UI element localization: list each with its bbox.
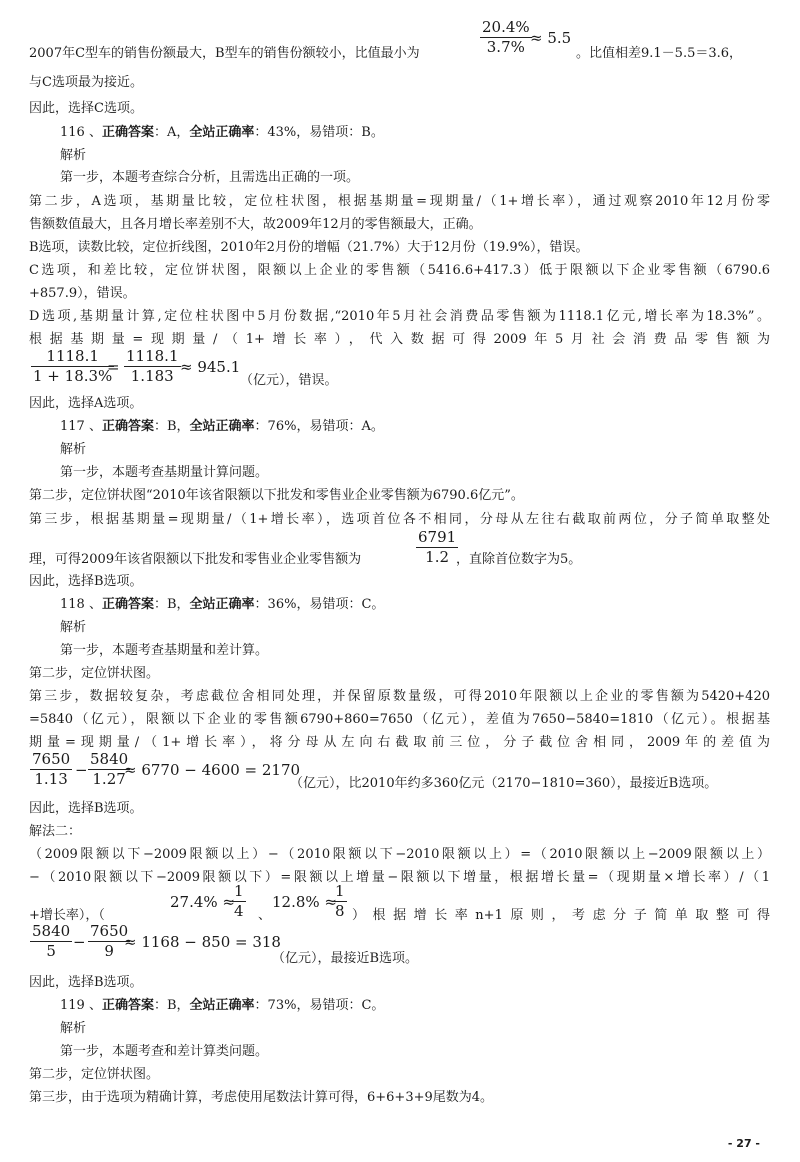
text-line: 售额数值最大，且各月增长率差别不大，故2009年12月的零售额最大，正确。	[29, 217, 482, 232]
math-expression: =	[107, 358, 120, 376]
text-line: 第一步，本题考查综合分析，且需选出正确的一项。	[60, 170, 360, 185]
math-expression: −	[73, 933, 86, 951]
fraction	[480, 18, 532, 57]
denominator: 9	[104, 942, 114, 960]
text-line: 。比值相差9.1－5.5＝3.6，	[576, 46, 743, 61]
text-line: 根据基期量=现期量/（1+增长率），代入数据可得2009年5月社会消费品零售额为	[29, 332, 770, 347]
numerator: 6791	[418, 528, 457, 546]
text-line: （2009限额以下−2009限额以上）−（2010限额以下−2010限额以上）=（2010限额以上−2009限额以上）	[29, 847, 770, 862]
denominator: 5	[46, 942, 56, 960]
denominator: 4	[234, 902, 244, 920]
numerator: 1118.1	[31, 347, 114, 367]
math-expression: −	[75, 761, 88, 779]
numerator: 1	[234, 882, 244, 900]
text-line: 第三步，数据较复杂，考虑截位舍相同处理，并保留原数量级，可得2010年限额以上企业的零售额为5420+420	[29, 689, 770, 704]
math-expression: ≈ 945.1	[180, 358, 241, 376]
text-line: 第三步，根据基期量=现期量/（1+增长率），选项首位各不相同，分母从左往右截取前两位，分子简单取整处	[29, 512, 770, 527]
denominator: 3.7%	[486, 38, 525, 56]
denominator: 1.2	[425, 548, 450, 566]
text-line: 第二步，A选项，基期量比较，定位柱状图，根据基期量=现期量/（1+增长率），通过观察2010年12月份零	[29, 194, 770, 209]
text-line: 因此，选择B选项。	[29, 574, 143, 589]
text-line: 解法二：	[29, 824, 82, 839]
text-line: 第三步，由于选项为精确计算，考虑使用尾数法计算可得，6+6+3+9尾数为4。	[29, 1090, 494, 1105]
text-line: （亿元），比2010年约多360亿元（2170−1810=360），最接近B选项。	[290, 776, 718, 791]
text-line: （亿元），最接近B选项。	[272, 951, 419, 966]
numerator: 1	[335, 882, 345, 900]
analysis-label: 解析	[60, 620, 87, 635]
text-line: =5840（亿元），限额以下企业的零售额6790+860=7650（亿元），差值为7650−5840=1810（亿元）。根据基	[29, 712, 770, 727]
numerator: 5840	[32, 922, 71, 940]
text-line: 第一步，本题考查和差计算类问题。	[60, 1044, 269, 1059]
text-line: 第二步，定位饼状图。	[29, 666, 160, 681]
fraction	[30, 922, 72, 961]
fraction	[31, 347, 114, 386]
math-expression: ≈ 5.5	[530, 29, 572, 47]
text-line: 因此，选择C选项。	[29, 101, 143, 116]
text-line: −（2010限额以下−2009限额以下）=限额以上增量−限额以下增量，根据增长量=（现期量×增长率）/（1	[29, 870, 770, 885]
text-line: 因此，选择A选项。	[29, 396, 143, 411]
numerator: 7650	[90, 922, 129, 940]
text-line: C选项，和差比较，定位饼状图，限额以上企业的零售额（5416.6+417.3）低于限额以下企业零售额（6790.6	[29, 263, 770, 278]
numerator: 7650	[32, 750, 71, 768]
math-expression: 12.8% ≈	[272, 893, 337, 911]
text-line: 2007年C型车的销售份额最大，B型车的销售份额较小，比值最小为	[29, 46, 420, 61]
page-number: - 27 -	[727, 1137, 760, 1150]
text-line: ）根据增长率n+1原则，考虑分子简单取整可得	[352, 908, 770, 923]
text-line: ，直除首位数字为5。	[456, 552, 582, 567]
text-line: 因此，选择B选项。	[29, 975, 143, 990]
text-line: 第一步，本题考查基期量计算问题。	[60, 465, 269, 480]
text-line: 第二步，定位饼状图“2010年该省限额以下批发和零售业企业零售额为6790.6亿元”。	[29, 488, 524, 503]
question-header-118: 118 、正确答案：B，全站正确率：36%，易错项：C。	[60, 597, 385, 612]
text-line: B选项，读数比较，定位折线图，2010年2月份的增幅（21.7%）大于12月份（19.9%），错误。	[29, 240, 589, 255]
denominator: 1.13	[34, 770, 68, 788]
text-line: 、	[258, 908, 272, 923]
text-line: +增长率），（	[29, 908, 105, 923]
math-expression: ≈ 6770 − 4600 = 2170	[124, 761, 301, 779]
text-line: 因此，选择B选项。	[29, 801, 143, 816]
text-line: （亿元），错误。	[240, 373, 338, 388]
text-line: +857.9），错误。	[29, 286, 136, 301]
math-expression: 27.4% ≈	[170, 893, 235, 911]
analysis-label: 解析	[60, 1021, 87, 1036]
numerator: 20.4%	[482, 18, 530, 36]
denominator: 8	[335, 902, 345, 920]
text-line: D选项,基期量计算,定位柱状图中5月份数据,“2010年5月社会消费品零售额为1118.1亿元,增长率为18.3%”。	[29, 309, 770, 324]
denominator: 1.183	[130, 367, 174, 385]
fraction	[30, 750, 72, 789]
analysis-label: 解析	[60, 442, 87, 457]
numerator: 5840	[90, 750, 129, 768]
fraction	[333, 882, 347, 921]
analysis-label: 解析	[60, 148, 87, 163]
question-header-117: 117 、正确答案：B，全站正确率：76%，易错项：A。	[60, 419, 384, 434]
fraction	[124, 347, 181, 386]
text-line: 理，可得2009年该省限额以下批发和零售业企业零售额为	[29, 552, 362, 567]
text-line: 第一步，本题考查基期量和差计算。	[60, 643, 269, 658]
fraction	[232, 882, 246, 921]
text-line: 与C选项最为接近。	[29, 75, 143, 90]
text-line: 第二步，定位饼状图。	[29, 1067, 160, 1082]
denominator: 1 + 18.3%	[33, 367, 113, 385]
question-header-119: 119 、正确答案：B，全站正确率：73%，易错项：C。	[60, 998, 385, 1013]
text-line: 期量=现期量/（1+增长率），将分母从左向右截取前三位，分子截位舍相同，2009年的差值为	[29, 735, 770, 750]
numerator: 1118.1	[126, 347, 179, 365]
math-expression: ≈ 1168 − 850 = 318	[124, 933, 281, 951]
denominator: 1.27	[92, 770, 126, 788]
question-header-116: 116 、正确答案：A，全站正确率：43%，易错项：B。	[60, 125, 384, 140]
